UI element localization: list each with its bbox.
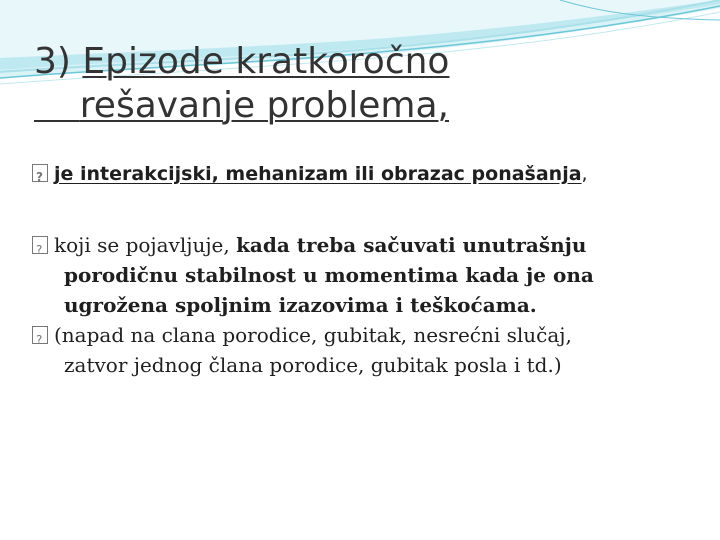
bullet-2-bold-3: ugrožena spoljnim izazovima i teškoćama. (64, 293, 537, 317)
bullet-1-tail: , (581, 163, 588, 185)
bullet-2 (32, 230, 692, 320)
title-number: 3) (34, 41, 71, 82)
title-line-2: rešavanje problema, (79, 85, 449, 126)
bullet-2-bold-1: kada treba sačuvati unutrašnju (236, 233, 587, 257)
title-indent (34, 85, 80, 126)
bullet-2-lead: koji se pojavljuje, (54, 233, 237, 257)
bullet-3-line-2: zatvor jednog člana porodice, gubitak posla i td.) (64, 353, 562, 377)
slide-title (34, 40, 674, 128)
bullet-3 (32, 320, 692, 380)
bullet-1-text: je interakcijski, mehanizam ili obrazac ponašanja (54, 163, 582, 185)
bullet-2-bold-2: porodičnu stabilnost u momentima kada je ona (64, 263, 594, 287)
missing-glyph-icon (32, 164, 48, 182)
title-line-1: Epizode kratkoročno (82, 41, 450, 82)
missing-glyph-icon (32, 236, 48, 254)
bullet-1 (32, 160, 692, 188)
bullet-3-line-1: (napad na clana porodice, gubitak, nesrećni slučaj, (54, 323, 572, 347)
missing-glyph-icon (32, 326, 48, 344)
